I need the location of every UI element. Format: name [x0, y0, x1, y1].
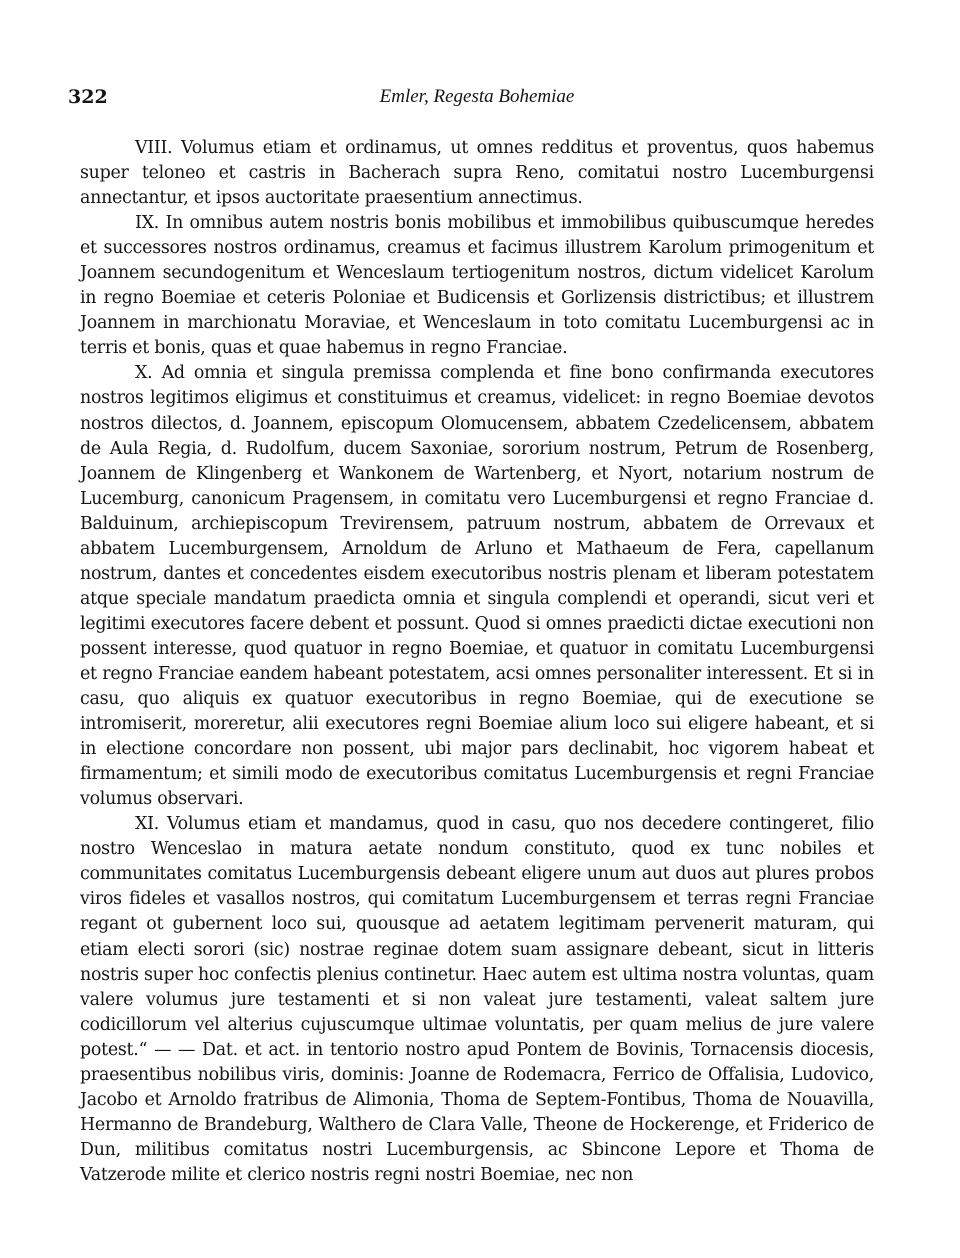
paragraph-text: Volumus etiam et mandamus, quod in casu, quo nos decedere contingeret, filio nostro Wenceslao in matura aetate nondum constituto, quod ex tunc nobiles et communitates comitatus Lucemburgensis debeant eligere unum aut duos aut plures probos viros fideles et vasallos nostros, qui comitatum Lucemburgensem et terras regni Franciae regant ot gubernent loco sui, quousque ad aetatem legitimam pervenerit maturam, qui etiam electi sorori (sic) nostrae reginae dotem suam assignare debeant, sicut in litteris nostris super hoc confectis plenius continetur. Haec autem est ultima nostra voluntas, quam valere volumus jure testamenti et si non valeat jure testamenti, valeat saltem jure codicillorum vel alterius cujuscumque ultimae voluntatis, per quam melius de jure valere potest.“ — — Dat. et act. in tentorio nostro apud Pontem de Bovinis, Tornacensis diocesis, praesentibus nobilibus viris, dominis: Joanne de Rodemacra, Ferrico de Offalisia, Ludovico, Jacobo et Arnoldo fratribus de Alimonia, Thoma de Septem-Fontibus, Thoma de Nouavilla, Hermanno de Brandeburg, Walthero de Clara Valle, Theone de Hockerenge, et Friderico de Dun, militibus comitatus nostri Lucemburgensis, ac Sbincone Lepore et Thoma de Vatzerode milite et clerico nostris regni nostri Boemiae, nec non	[80, 814, 874, 1185]
section-number: VIII.	[135, 138, 173, 158]
body-text	[80, 136, 874, 1188]
document-page	[68, 86, 875, 1188]
paragraph-ix	[80, 211, 874, 361]
paragraph-text: Ad omnia et singula premissa complenda et fine bono confirmanda executores nostros legitimos eligimus et constituimus et creamus, videlicet: in regno Boemiae devotos nostros dilectos, d. Joannem, episcopum Olomucensem, abbatem Czedelicensem, abbatem de Aula Regia, d. Rudolfum, ducem Saxoniae, sororium nostrum, Petrum de Rosenberg, Joannem de Klingenberg et Wankonem de Wartenberg, et Nyort, notarium nostrum de Lucemburg, canonicum Pragensem, in comitatu vero Lucemburgensi et regno Franciae d. Balduinum, archiepiscopum Trevirensem, patruum nostrum, abbatem de Orrevaux et abbatem Lucemburgensem, Arnoldum de Arluno et Mathaeum de Fera, capellanum nostrum, dantes et concedentes eisdem executoribus nostris plenam et liberam potestatem atque speciale mandatum praedicta omnia et singula complendi et operandi, sicut veri et legitimi executores facere debent et possunt. Quod si omnes praedicti dictae executioni non possent interesse, quod quatuor in regno Boemiae, et quatuor in comitatu Lucemburgensi et regno Franciae eandem habeant potestatem, acsi omnes personaliter interessent. Et si in casu, quo aliquis ex quatuor executoribus in regno Boemiae, qui de executione se intromiserit, moreretur, alii executores regni Boemiae alium loco sui eligere habeant, et si in electione concordare non possent, ubi major pars declinabit, hoc vigorem habeat et firmamentum; et simili modo de executoribus comitatus Lucemburgensis et regni Franciae volumus observari.	[80, 363, 874, 810]
paragraph-xi	[80, 812, 874, 1188]
page-header	[68, 86, 874, 116]
paragraph-x	[80, 361, 874, 812]
section-number: XI.	[135, 814, 160, 835]
paragraph-text: Volumus etiam et ordinamus, ut omnes redditus et proventus, quos habemus super teloneo et castris in Bacherach supra Reno, comitatui nostro Lucemburgensi annectantur, et ipsos auctoritate praesentium annectimus.	[80, 138, 874, 209]
section-number: IX.	[135, 213, 160, 234]
paragraph-viii	[80, 136, 874, 211]
running-title: Emler, Regesta Bohemiae	[379, 86, 575, 107]
page-number: 322	[68, 86, 108, 108]
section-number: X.	[135, 363, 153, 384]
paragraph-text: In omnibus autem nostris bonis mobilibus et immobilibus quibuscumque heredes et successores nostros ordinamus, creamus et facimus illustrem Karolum primogenitum et Joannem secundogenitum et Wenceslaum tertiogenitum nostros, dictum videlicet Karolum in regno Boemiae et ceteris Poloniae et Budicensis et Gorlizensis districtibus; et illustrem Joannem in marchionatu Moraviae, et Wenceslaum in toto comitatu Lucemburgensi ac in terris et bonis, quas et quae habemus in regno Franciae.	[80, 213, 875, 359]
